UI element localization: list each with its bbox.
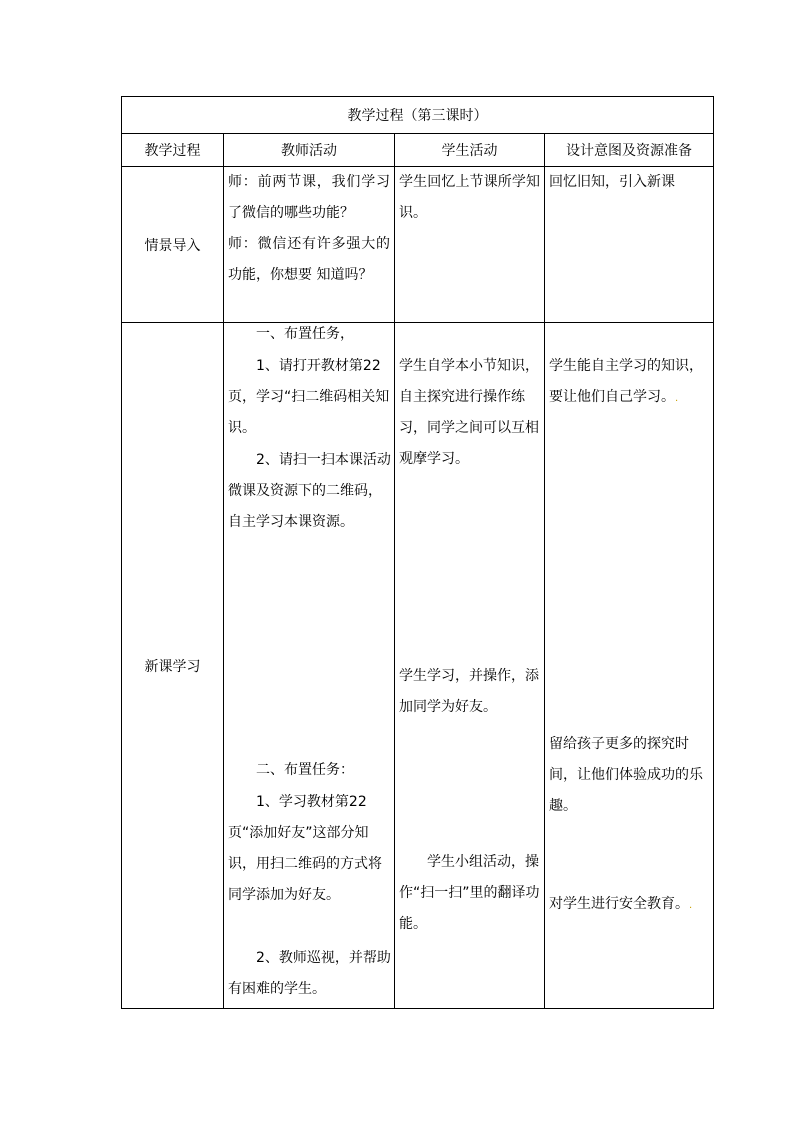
student-new-cell bbox=[395, 323, 545, 1009]
intent-intro-cell bbox=[545, 167, 714, 323]
header-teacher: 教师活动 bbox=[224, 134, 395, 167]
title-row bbox=[122, 97, 714, 134]
row-intro bbox=[122, 167, 714, 323]
header-student: 学生活动 bbox=[395, 134, 545, 167]
lesson-table bbox=[121, 96, 714, 1009]
intent-new-text-1-content: 学生能自主学习的知识，要让他们自己学习。 bbox=[549, 358, 703, 405]
header-intent: 设计意图及资源准备 bbox=[545, 134, 714, 167]
format-mark: . bbox=[675, 393, 679, 404]
teacher-intro-line-2: 师：微信还有许多强大的功能，你想要 知道吗？ bbox=[228, 236, 390, 283]
table-title: 教学过程（第三课时） bbox=[122, 97, 714, 134]
intent-new-cell bbox=[545, 323, 714, 1009]
intent-new-text-3-content: 对学生进行安全教育。 bbox=[549, 896, 689, 912]
intent-intro-text: 回忆旧知，引入新课 bbox=[549, 174, 675, 190]
stage-intro: 情景导入 bbox=[122, 167, 224, 323]
intent-new-text-3 bbox=[549, 889, 711, 921]
task1-item-2: 2、请扫一扫本课活动微课及资源下的二维码，自主学习本课资源。 bbox=[228, 452, 391, 530]
intent-new-text-2: 留给孩子更多的探究时间，让他们体验成功的乐趣。 bbox=[549, 736, 703, 814]
student-intro-text: 学生回忆上节课所学知识。 bbox=[399, 174, 540, 221]
row-new-lesson bbox=[122, 323, 714, 1009]
intent-new-text-1 bbox=[549, 351, 711, 414]
header-stage: 教学过程 bbox=[122, 134, 224, 167]
stage-new-lesson: 新课学习 bbox=[122, 323, 224, 1009]
student-new-text-2: 学生学习，并操作，添加同学为好友。 bbox=[399, 668, 539, 715]
task2-item-2: 2、教师巡视，并帮助有困难的学生。 bbox=[228, 950, 391, 997]
header-row bbox=[122, 134, 714, 167]
teacher-intro-line-1: 师：前两节课，我们学习了微信的哪些功能？ bbox=[228, 174, 390, 221]
format-mark: . bbox=[689, 900, 693, 911]
task2-item-1: 1、学习教材第22页“添加好友”这部分知识，用扫二维码的方式将同学添加为好友。 bbox=[228, 794, 382, 903]
student-new-text-3: 学生小组活动，操作“扫一扫”里的翻译功能。 bbox=[399, 854, 540, 932]
student-new-text-1: 学生自学本小节知识，自主探究进行操作练习，同学之间可以互相观摩学习。 bbox=[399, 358, 539, 467]
task1-title: 一、布置任务， bbox=[256, 326, 354, 342]
teacher-new-cell bbox=[224, 323, 395, 1009]
teacher-intro-cell bbox=[224, 167, 395, 323]
student-intro-cell bbox=[395, 167, 545, 323]
task1-item-1: 1、请打开教材第22页，学习“扫二维码相关知识。 bbox=[228, 358, 390, 436]
task2-title: 二、布置任务： bbox=[256, 762, 354, 778]
